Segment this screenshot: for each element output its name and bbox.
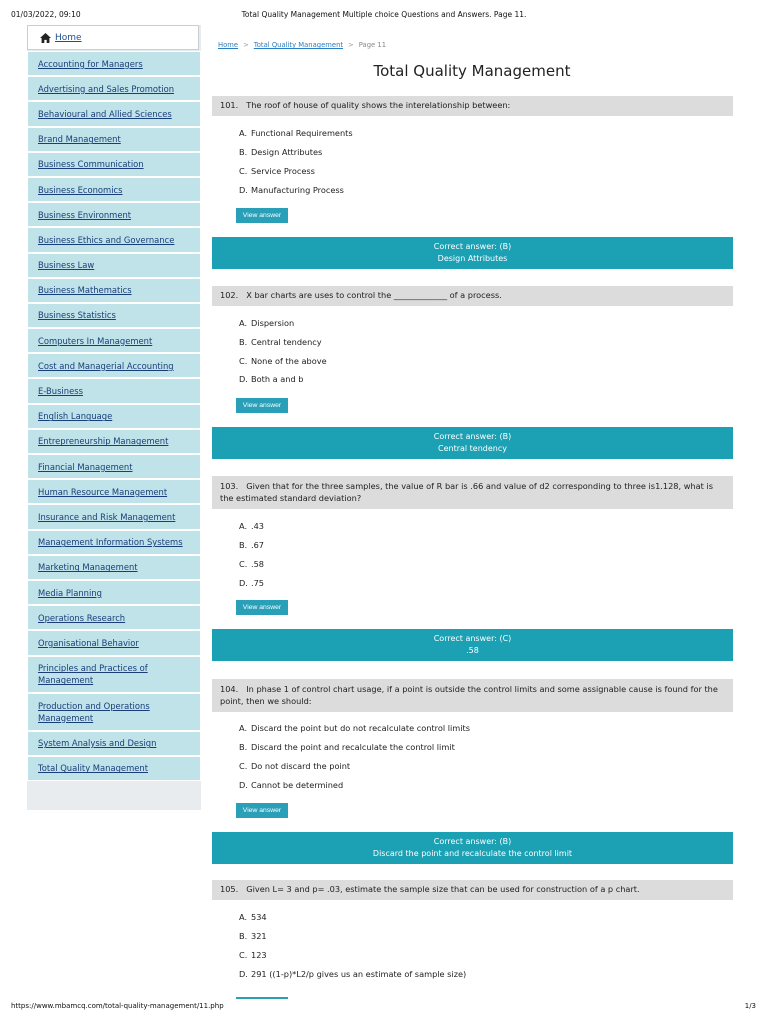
- view-answer-button[interactable]: View answer: [236, 600, 288, 615]
- subject-nav-list: [27, 51, 201, 781]
- nav-item-system-analysis-and-design[interactable]: System Analysis and Design: [27, 731, 201, 756]
- option-c: C. .58: [239, 559, 265, 569]
- view-answer-button-cutoff[interactable]: [236, 997, 288, 999]
- answer-text: Central tendency: [437, 444, 507, 453]
- answer-text: Discard the point and recalculate the control limit: [372, 849, 573, 858]
- print-header: [0, 10, 768, 24]
- sidebar-home-link[interactable]: [27, 25, 199, 50]
- question-block: [212, 476, 733, 655]
- breadcrumb-section-link[interactable]: Total Quality Management: [253, 41, 344, 49]
- breadcrumb-current: Page 11: [358, 41, 387, 49]
- breadcrumb-separator: >: [348, 41, 354, 49]
- home-icon: [40, 33, 51, 43]
- nav-item-computers-in-management[interactable]: Computers In Management: [27, 328, 201, 353]
- nav-item-management-information-systems[interactable]: Management Information Systems: [27, 530, 201, 555]
- option-a: A. Functional Requirements: [239, 128, 353, 138]
- question-block: [212, 286, 733, 453]
- nav-item-organisational-behavior[interactable]: Organisational Behavior: [27, 630, 201, 655]
- question-number: 104.: [220, 684, 239, 694]
- breadcrumb: [218, 41, 386, 49]
- nav-item-insurance-and-risk-management[interactable]: Insurance and Risk Management: [27, 504, 201, 529]
- nav-item-media-planning[interactable]: Media Planning: [27, 580, 201, 605]
- nav-item-entrepreneurship-management[interactable]: Entrepreneurship Management: [27, 429, 201, 454]
- option-c: C. None of the above: [239, 356, 327, 366]
- home-label: Home: [55, 32, 82, 43]
- question-number: 105.: [220, 884, 239, 895]
- answer-letter: Correct answer: (B): [433, 432, 512, 441]
- answer-text: .58: [466, 646, 479, 655]
- option-a: A. .43: [239, 521, 265, 531]
- option-a: A. Discard the point but do not recalculate control limits: [239, 723, 471, 733]
- print-date: 01/03/2022, 09:10: [11, 10, 81, 19]
- option-b: B. Design Attributes: [239, 147, 323, 157]
- view-answer-button[interactable]: View answer: [236, 208, 288, 223]
- option-b: B. 321: [239, 931, 267, 941]
- option-c: C. 123: [239, 950, 267, 960]
- print-url: https://www.mbamcq.com/total-quality-management/11.php: [11, 1002, 224, 1010]
- question-number: 101.: [220, 100, 239, 111]
- option-c: C. Do not discard the point: [239, 761, 351, 771]
- nav-item-marketing-management[interactable]: Marketing Management: [27, 555, 201, 580]
- print-footer: [0, 1002, 768, 1016]
- option-b: B. Central tendency: [239, 337, 322, 347]
- option-d: D. 291 ((1-p)*L2/p gives us an estimate of sample size): [239, 969, 467, 979]
- print-title: Total Quality Management Multiple choice Questions and Answers. Page 11.: [241, 10, 527, 19]
- question-block: [212, 880, 733, 979]
- answer-letter: Correct answer: (B): [433, 242, 512, 251]
- nav-item-production-and-operations-management[interactable]: Production and Operations Management: [27, 693, 201, 731]
- nav-item-total-quality-management[interactable]: Total Quality Management: [27, 756, 201, 781]
- question-header: [212, 880, 733, 900]
- question-text: In phase 1 of control chart usage, if a point is outside the control limits and some assignable cause is found for the point, then we should:: [220, 684, 718, 706]
- nav-item-advertising-and-sales-promotion[interactable]: Advertising and Sales Promotion: [27, 76, 201, 101]
- question-block: [212, 679, 733, 858]
- answer-letter: Correct answer: (B): [433, 837, 512, 846]
- question-number: 103.: [220, 481, 239, 491]
- option-a: A. 534: [239, 912, 267, 922]
- question-header: [212, 96, 733, 116]
- option-d: D. Manufacturing Process: [239, 185, 344, 195]
- question-text: The roof of house of quality shows the interelationship between:: [246, 100, 511, 111]
- nav-item-business-law[interactable]: Business Law: [27, 253, 201, 278]
- question-text: Given L= 3 and p= .03, estimate the sample size that can be used for construction of a p chart.: [246, 884, 640, 895]
- answer-letter: Correct answer: (C): [433, 634, 512, 643]
- nav-item-business-communication[interactable]: Business Communication: [27, 152, 201, 177]
- question-header: [212, 286, 733, 306]
- nav-item-english-language[interactable]: English Language: [27, 404, 201, 429]
- view-answer-button[interactable]: View answer: [236, 803, 288, 818]
- question-text: Given that for the three samples, the value of R bar is .66 and value of d2 corresponding to three is1.128, what is the estimated standard deviation?: [220, 481, 713, 503]
- nav-item-human-resource-management[interactable]: Human Resource Management: [27, 479, 201, 504]
- view-answer-button[interactable]: View answer: [236, 398, 288, 413]
- nav-item-business-statistics[interactable]: Business Statistics: [27, 303, 201, 328]
- nav-item-business-environment[interactable]: Business Environment: [27, 202, 201, 227]
- nav-item-financial-management[interactable]: Financial Management: [27, 454, 201, 479]
- question-header: [212, 679, 733, 712]
- nav-item-e-business[interactable]: E-Business: [27, 378, 201, 403]
- print-page-number: 1/3: [744, 1002, 756, 1010]
- answer-box: [212, 237, 733, 269]
- nav-item-business-mathematics[interactable]: Business Mathematics: [27, 278, 201, 303]
- nav-item-behavioural-and-allied-sciences[interactable]: Behavioural and Allied Sciences: [27, 101, 201, 126]
- option-c: C. Service Process: [239, 166, 315, 176]
- nav-item-brand-management[interactable]: Brand Management: [27, 127, 201, 152]
- breadcrumb-home-link[interactable]: Home: [218, 41, 239, 49]
- answer-box: [212, 427, 733, 459]
- answer-box: [212, 629, 733, 661]
- question-block: [212, 96, 733, 263]
- question-text: X bar charts are uses to control the _____________ of a process.: [246, 290, 502, 301]
- question-number: 102.: [220, 290, 239, 301]
- question-header: [212, 476, 733, 509]
- nav-item-cost-and-managerial-accounting[interactable]: Cost and Managerial Accounting: [27, 353, 201, 378]
- page-title: Total Quality Management: [373, 62, 571, 80]
- option-d: D. Both a and b: [239, 374, 304, 384]
- nav-item-business-ethics-and-governance[interactable]: Business Ethics and Governance: [27, 227, 201, 252]
- option-d: D. .75: [239, 578, 265, 588]
- option-b: B. Discard the point and recalculate the control limit: [239, 742, 455, 752]
- option-a: A. Dispersion: [239, 318, 295, 328]
- nav-item-principles-and-practices-of-management[interactable]: Principles and Practices of Management: [27, 656, 201, 694]
- nav-item-business-economics[interactable]: Business Economics: [27, 177, 201, 202]
- option-b: B. .67: [239, 540, 265, 550]
- breadcrumb-separator: >: [243, 41, 249, 49]
- sidebar: [27, 25, 201, 810]
- option-d: D. Cannot be determined: [239, 780, 344, 790]
- answer-text: Design Attributes: [437, 254, 508, 263]
- nav-item-accounting-for-managers[interactable]: Accounting for Managers: [27, 51, 201, 76]
- nav-item-operations-research[interactable]: Operations Research: [27, 605, 201, 630]
- answer-box: [212, 832, 733, 864]
